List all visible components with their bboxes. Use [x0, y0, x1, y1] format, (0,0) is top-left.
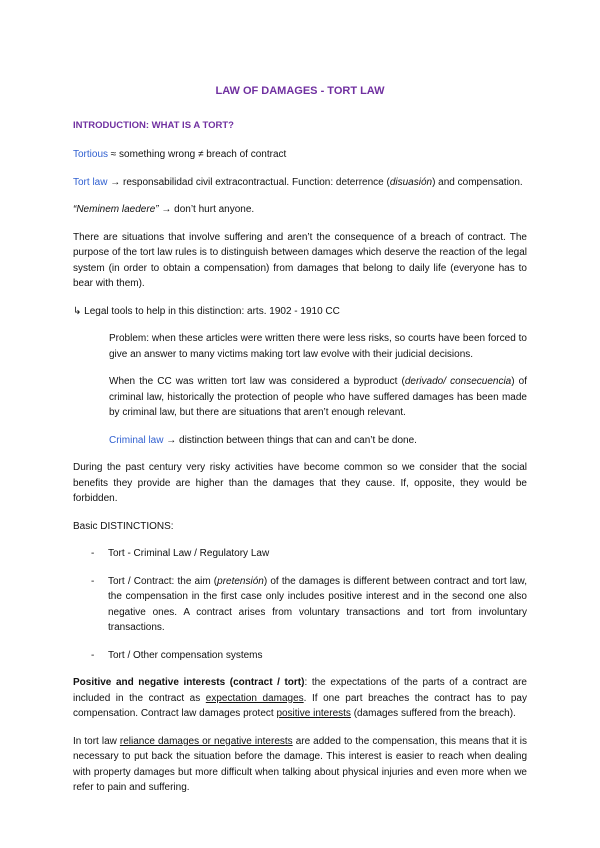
cc-text-b: ) of criminal law, historically the protection of people who have suffered damages has been made by criminal law, but there are situations that aren’t enough relevant. — [109, 376, 528, 418]
distinction-1: Tort - Criminal Law / Regulatory Law — [108, 548, 270, 559]
cc-written-paragraph — [109, 374, 527, 421]
distinction-3: Tort / Other compensation systems — [108, 649, 263, 661]
distinction-2-italic: pretensión — [217, 575, 264, 587]
list-dash: - — [91, 649, 95, 661]
tortious-text: ≈ something wrong ≠ breach of contract — [108, 149, 287, 160]
section-heading-introduction: INTRODUCTION: WHAT IS A TORT? — [73, 119, 234, 131]
expectation-damages: expectation damages — [205, 692, 304, 704]
criminal-law-line — [109, 433, 527, 449]
list-dash: - — [91, 548, 95, 559]
reliance-damages: reliance damages or negative interests — [119, 735, 293, 747]
distinctions-list — [73, 546, 527, 663]
reliance-text-a: In tort law — [73, 735, 120, 747]
positive-negative-paragraph — [73, 675, 527, 722]
pn-text-b: . If one part breaches the contract has to pay compensation. Contract law damages protect — [73, 692, 527, 719]
tortious-term: Tortious — [73, 149, 109, 160]
neminem-italic: “Neminem laedere” — [73, 204, 159, 215]
pn-text-a: : the expectations of the parts of a contract are included in the contract as — [73, 677, 527, 704]
distinction-2b: ) of the damages is different between contract and tort law, the compensation in the first case only includes positive interest and in the second one also negative ones. A contract arises from voluntary transactions and tort from involuntary transactions. — [108, 575, 527, 633]
neminem-text: → don’t hurt anyone. — [158, 204, 255, 215]
criminal-law-text: → distinction between things that can and can’t be done. — [163, 434, 417, 446]
list-item — [73, 574, 527, 636]
tort-law-definition — [73, 175, 527, 191]
past-century-paragraph: During the past century very risky activities have become common so we consider that the social benefits they provide are higher than the damages that they cause. If, opposite, they would be forbidden. — [73, 462, 527, 504]
cc-italic: derivado/ consecuencia — [404, 376, 512, 387]
distinction-2a: Tort / Contract: the aim ( — [108, 575, 218, 587]
list-item — [73, 546, 527, 562]
legal-tools-line: ↳ Legal tools to help in this distinction: arts. 1902 - 1910 CC — [73, 305, 340, 317]
pn-text-c: (damages suffered from the breach). — [350, 708, 516, 719]
positive-interests: positive interests — [276, 708, 351, 719]
problem-paragraph: Problem: when these articles were written there were less risks, so courts have been forced to give an answer to many victims making tort law evolve with their judicial decisions. — [109, 333, 527, 360]
tort-law-italic: disuasión — [389, 176, 433, 188]
positive-negative-bold: Positive and negative interests (contract / tort) — [73, 677, 305, 688]
neminem-paragraph — [73, 202, 527, 218]
basic-distinctions-heading: Basic DISTINCTIONS: — [73, 520, 174, 532]
list-item — [73, 648, 527, 664]
criminal-law-term: Criminal law — [109, 434, 164, 446]
tort-law-term: Tort law — [73, 176, 108, 188]
page-title: LAW OF DAMAGES - TORT LAW — [215, 85, 385, 97]
situations-paragraph: There are situations that involve suffering and aren’t the consequence of a breach of contract. The purpose of the tort law rules is to distinguish between damages which deserve the reaction of the legal system (in order to obtain a compensation) from damages that belong to daily life (everyone has to bear with them). — [73, 231, 527, 289]
cc-text-a: When the CC was written tort law was considered a byproduct ( — [109, 376, 405, 387]
tortious-definition — [73, 147, 527, 163]
tort-reliance-paragraph — [73, 734, 527, 796]
tort-law-text-b: ) and compensation. — [432, 176, 523, 188]
tort-law-text-a: → responsabilidad civil extracontractual. Function: deterrence ( — [107, 176, 390, 188]
list-dash: - — [91, 575, 95, 587]
reliance-text-b: are added to the compensation, this means that it is necessary to put back the situation before the damage. This interest is easier to reach when dealing with property damages but more difficult when talking about physical injuries and even more when we refer to pain and suffering. — [73, 735, 527, 793]
